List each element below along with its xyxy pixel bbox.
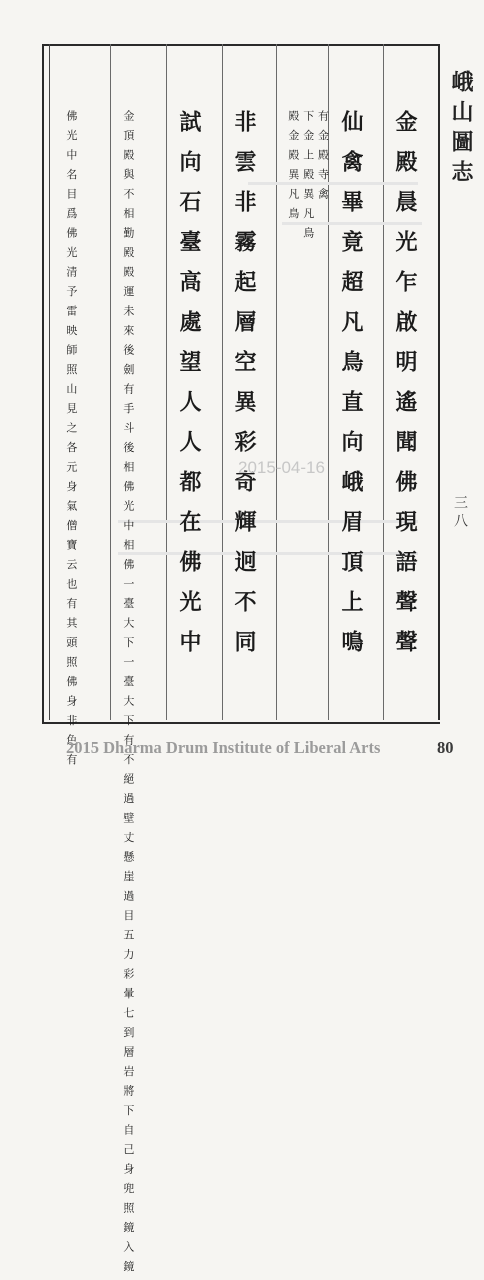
annotation-column: 金頂殿與不相勤殿殿運未來後劍有手斗後相佛光中相佛一臺大下一臺大下有不絕過壁丈懸崖過目五力彩暈七到層岩將下自己身兜照鏡入鏡 — [121, 110, 135, 1280]
annotation-column: 佛光中名目爲佛光清予雷映師照山見之各元身氣僧寶云也有其頭照佛身非色有 — [64, 110, 78, 773]
column-rule — [166, 44, 167, 720]
column-rule — [110, 44, 111, 720]
column-rule — [383, 44, 384, 720]
poem-1-line-2: 仙禽畢竟超凡鳥直向峨眉頂上鳴 — [338, 110, 364, 670]
poem-1-line-1: 金殿晨光乍啟明遙聞佛現語聲聲 — [392, 110, 418, 670]
frame-inner-line — [49, 44, 50, 720]
poem-2-line-1: 非雲非霧起層空異彩奇輝迥不同 — [231, 110, 257, 670]
column-rule — [222, 44, 223, 720]
folio-number: 三八 — [452, 495, 468, 531]
page-number: 80 — [437, 738, 454, 757]
show-through-line — [118, 520, 418, 523]
poem-2-line-2: 試向石臺高處望人人都在佛光中 — [176, 110, 202, 670]
footer-watermark: 2015 Dharma Drum Institute of Liberal Arts — [66, 738, 381, 757]
annotation-column: 有金殿寺禽 下金上殿異凡鳥 殿金殿異凡鳥 — [286, 110, 330, 247]
show-through-line — [118, 552, 418, 555]
column-rule — [276, 44, 277, 720]
book-title: 峨山圖志 — [448, 70, 474, 190]
date-stamp: 2015-04-16 — [238, 458, 325, 477]
